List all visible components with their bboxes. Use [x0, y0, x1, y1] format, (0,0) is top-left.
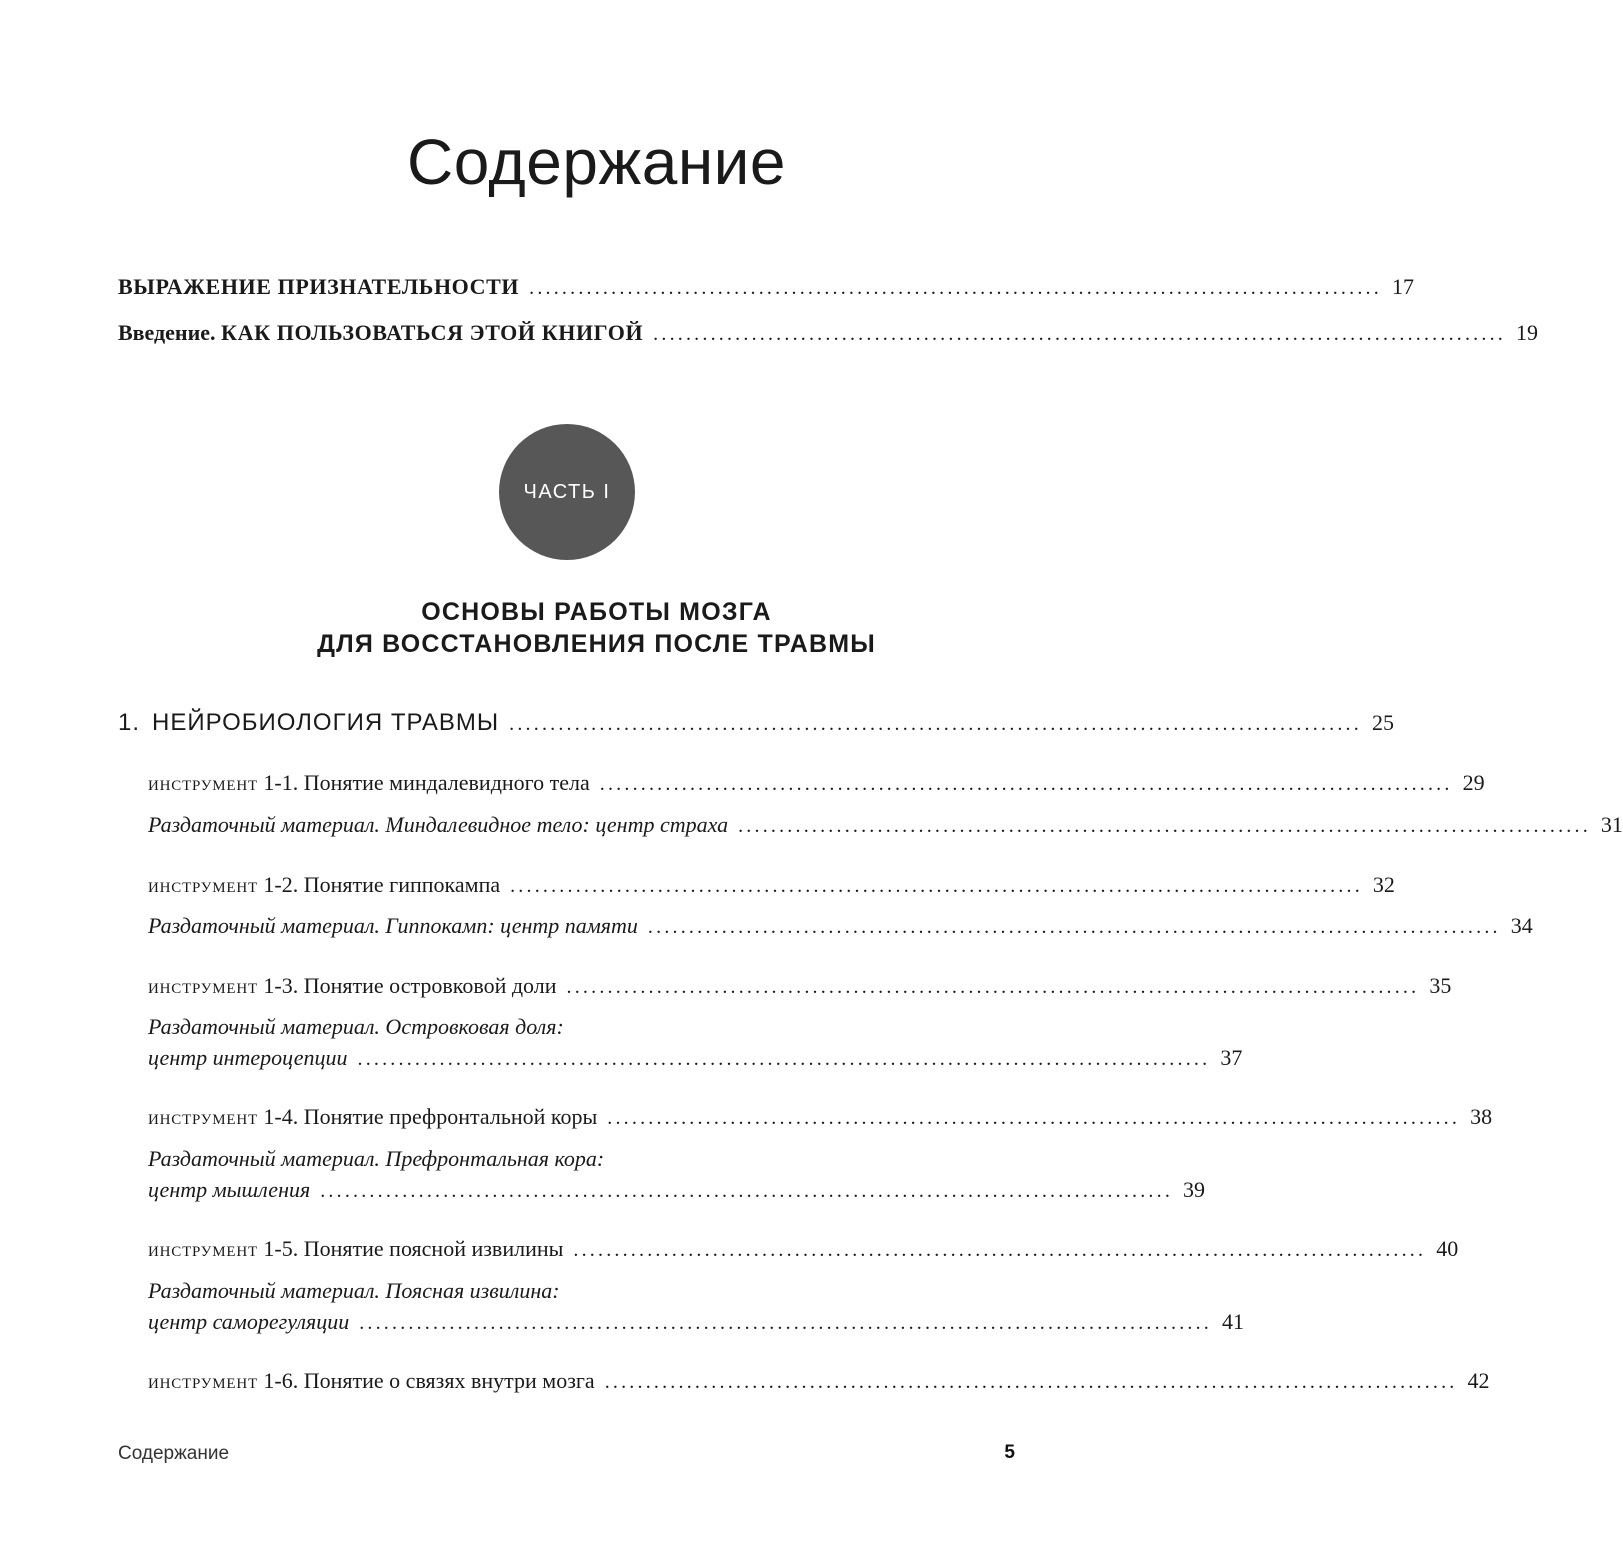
toc-entry-label-wrapper — [148, 1238, 563, 1260]
dot-leader: ........................................................................................................ — [573, 1239, 1427, 1261]
part-badge — [499, 424, 635, 560]
toc-entry-handout[interactable] — [148, 1177, 1206, 1202]
dot-leader: ........................................................................................................ — [566, 976, 1420, 998]
toc-entry-label: центр саморегуляции — [148, 1309, 350, 1334]
toc-page-number: 32 — [1372, 872, 1395, 897]
part-title-line: ОСНОВЫ РАБОТЫ МОЗГА — [421, 598, 772, 626]
toc-entry-label: КАК ПОЛЬЗОВАТЬСЯ ЭТОЙ КНИГОЙ — [221, 320, 644, 345]
dot-leader: ........................................................................................................ — [320, 1180, 1174, 1202]
toc-page-number: 19 — [1515, 320, 1538, 345]
toc-entry-label: 1-6. Понятие о связях внутри мозга — [263, 1368, 595, 1393]
toc-page-number: 35 — [1429, 973, 1452, 998]
toc-entry-label: 1-2. Понятие гиппокампа — [263, 872, 501, 897]
footer-section-label: Содержание — [118, 1443, 230, 1464]
dot-leader: ........................................................................................................ — [738, 815, 1591, 837]
toc-entry-label: центр мышления — [148, 1177, 311, 1202]
toc-entry-label: 1-5. Понятие поясной извилины — [263, 1236, 564, 1261]
toc-entry-label: 1-4. Понятие префронтальной коры — [263, 1104, 598, 1129]
toc-page-number: 38 — [1470, 1104, 1493, 1129]
toc-entry-handout-first-line: Раздаточный материал. Островковая доля: — [148, 1014, 564, 1039]
toc-entry-tool[interactable] — [148, 973, 1452, 998]
chapter-label-wrapper — [118, 711, 499, 735]
dot-leader: ........................................................................................................ — [359, 1312, 1213, 1334]
toc-entry-label-wrapper — [148, 772, 590, 794]
toc-entry-label: 1-3. Понятие островковой доли — [263, 973, 557, 998]
toc-entry-handout-first-line: Раздаточный материал. Поясная извилина: — [148, 1278, 560, 1303]
dot-leader: ........................................................................................................ — [607, 1107, 1461, 1129]
toc-entry-handout[interactable] — [148, 913, 1533, 938]
dot-leader: ........................................................................................................ — [604, 1371, 1458, 1393]
dot-leader: ........................................................................................................ — [653, 323, 1506, 345]
toc-entry-introduction[interactable] — [118, 320, 1538, 345]
part-title — [0, 596, 1193, 660]
toc-page-number: 42 — [1467, 1368, 1490, 1393]
toc-page-number: 17 — [1391, 274, 1414, 299]
toc-page-number: 25 — [1371, 710, 1394, 735]
toc-entry-label: 1-1. Понятие миндалевидного тела — [263, 770, 590, 795]
toc-page-number: 34 — [1510, 913, 1533, 938]
dot-leader: ........................................................................................................ — [510, 875, 1363, 897]
toc-page-number: 37 — [1220, 1045, 1243, 1070]
toc-page-number: 31 — [1600, 812, 1623, 837]
toc-page-number: 39 — [1183, 1177, 1206, 1202]
toc-entry-label: центр интероцепции — [148, 1045, 348, 1070]
toc-page-number: 29 — [1462, 770, 1485, 795]
footer-page-number: 5 — [1004, 1442, 1015, 1463]
toc-entry-handout-first-line: Раздаточный материал. Префронтальная кора: — [148, 1146, 605, 1171]
page-title: Содержание — [406, 126, 787, 198]
tool-prefix: ИНСТРУМЕНТ — [148, 1112, 258, 1128]
dot-leader: ........................................................................................................ — [647, 916, 1501, 938]
toc-entry-acknowledgements[interactable] — [118, 274, 1414, 299]
toc-entry-label-wrapper — [148, 975, 557, 997]
toc-entry-label-wrapper — [118, 322, 643, 344]
toc-entry-tool[interactable] — [148, 1236, 1459, 1261]
toc-entry-handout[interactable] — [148, 1309, 1245, 1334]
tool-prefix: ИНСТРУМЕНТ — [148, 1376, 258, 1392]
part-badge-label: ЧАСТЬ I — [523, 480, 611, 503]
toc-entry-tool[interactable] — [148, 770, 1485, 795]
tool-prefix: ИНСТРУМЕНТ — [148, 1244, 258, 1260]
toc-entry-handout[interactable] — [148, 812, 1623, 837]
toc-entry-tool[interactable] — [148, 1368, 1490, 1393]
dot-leader: ........................................................................................................ — [509, 713, 1362, 735]
dot-leader: ........................................................................................................ — [357, 1048, 1211, 1070]
part-title-line: ДЛЯ ВОССТАНОВЛЕНИЯ ПОСЛЕ ТРАВМЫ — [317, 630, 876, 658]
tool-prefix: ИНСТРУМЕНТ — [148, 981, 258, 997]
toc-entry-prefix: Введение. — [118, 320, 216, 345]
toc-entry-tool[interactable] — [148, 872, 1395, 897]
tool-prefix: ИНСТРУМЕНТ — [148, 880, 258, 896]
toc-entry-label-wrapper — [148, 1370, 595, 1392]
dot-leader: ........................................................................................................ — [599, 773, 1453, 795]
toc-entry-label: Раздаточный материал. Гиппокамп: центр памяти — [148, 913, 638, 938]
chapter-number: 1. — [118, 709, 141, 736]
toc-chapter-1[interactable] — [118, 709, 1394, 736]
toc-page-number: 41 — [1222, 1309, 1245, 1334]
toc-entry-handout[interactable] — [148, 1045, 1243, 1070]
toc-page-number: 40 — [1436, 1236, 1459, 1261]
dot-leader: ........................................................................................................ — [529, 277, 1382, 299]
toc-entry-label-wrapper — [148, 874, 500, 896]
toc-entry-tool[interactable] — [148, 1104, 1493, 1129]
chapter-title: НЕЙРОБИОЛОГИЯ ТРАВМЫ — [152, 709, 500, 736]
toc-entry-label-wrapper — [148, 1106, 597, 1128]
tool-prefix: ИНСТРУМЕНТ — [148, 778, 258, 794]
toc-entry-label: ВЫРАЖЕНИЕ ПРИЗНАТЕЛЬНОСТИ — [118, 274, 520, 299]
toc-entry-label: Раздаточный материал. Миндалевидное тело: центр страха — [148, 812, 729, 837]
